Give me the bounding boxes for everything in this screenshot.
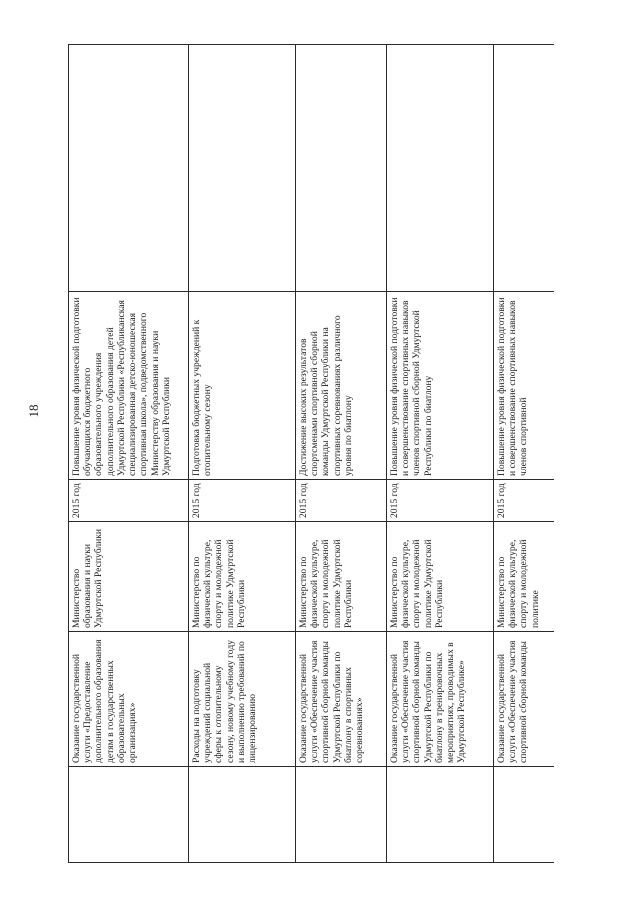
year-cell: 2015 год (189, 480, 296, 522)
extra-cell (387, 45, 494, 292)
table-row (494, 45, 554, 863)
year-cell: 2015 год (296, 480, 387, 522)
year-cell: 2015 год (387, 480, 494, 522)
extra-cell (296, 45, 387, 292)
index-cell (296, 767, 387, 863)
activity-cell: Оказание государственной услуги «Обеспечение участия спортивной сборной команды Удмуртской Республики по биатлону в спортивных соревнованиях» (296, 632, 387, 767)
table-row (296, 45, 387, 863)
year-cell: 2015 год (69, 480, 189, 522)
result-cell: Подготовка бюджетных учреждений к отопительному сезону (189, 292, 296, 480)
result-cell: Повышение уровня физической подготовки обучающихся бюджетного образовательного учреждения дополнительного образования детей Удмуртской Республики «Республиканская специализированная детско-юношеская спортивная школа», подведомственного Министерству образования и науки Удмуртской Республики (69, 292, 189, 480)
activity-cell: Оказание государственной услуги «Предоставление дополнительного образования детям в государственных образовательных организациях» (69, 632, 189, 767)
extra-cell (69, 45, 189, 292)
index-cell (387, 767, 494, 863)
extra-cell (189, 45, 296, 292)
index-cell (494, 767, 554, 863)
extra-cell (494, 45, 554, 292)
result-cell: Достижение высоких результатов спортсменами спортивной сборной команды Удмуртской Республики на спортивных соревнованиях различного уровня по биатлону (296, 292, 387, 480)
responsible-cell: Министерство по физической культуре, спорту и молодежной политике Удмуртской Республики (296, 522, 387, 632)
responsible-cell: Министерство по физической культуре, спорту и молодежной политике Удмуртской Республики (189, 522, 296, 632)
responsible-cell: Министерство образования и науки Удмуртской Республики (69, 522, 189, 632)
activity-cell: Расходы на подготовку учреждений социальной сферы к отопительному сезону, новому учебному году и выполнению требований по лицензированию (189, 632, 296, 767)
table-row (387, 45, 494, 863)
activity-cell: Оказание государственной услуги «Обеспечение участия спортивной сборной команды Удмуртской Республики по биатлону в тренировочных мероприятиях, проводимых в Удмуртской Республике» (387, 632, 494, 767)
page-number: 18 (26, 404, 41, 418)
responsible-cell: Министерство по физической культуре, спорту и молодежной политике (494, 522, 554, 632)
table-row (189, 45, 296, 863)
program-table (68, 44, 554, 863)
table-row (69, 45, 189, 863)
responsible-cell: Министерство по физической культуре, спорту и молодежной политике Удмуртской Республики (387, 522, 494, 632)
result-cell: Повышение уровня физической подготовки и совершенствование спортивных навыков членов спортивной (494, 292, 554, 480)
index-cell (69, 767, 189, 863)
activity-cell: Оказание государственной услуги «Обеспечение участия спортивной сборной команды (494, 632, 554, 767)
year-cell: 2015 год (494, 480, 554, 522)
index-cell (189, 767, 296, 863)
result-cell: Повышение уровня физической подготовки и совершенствование спортивных навыков членов спортивной сборной Удмуртской Республики по биатлону (387, 292, 494, 480)
